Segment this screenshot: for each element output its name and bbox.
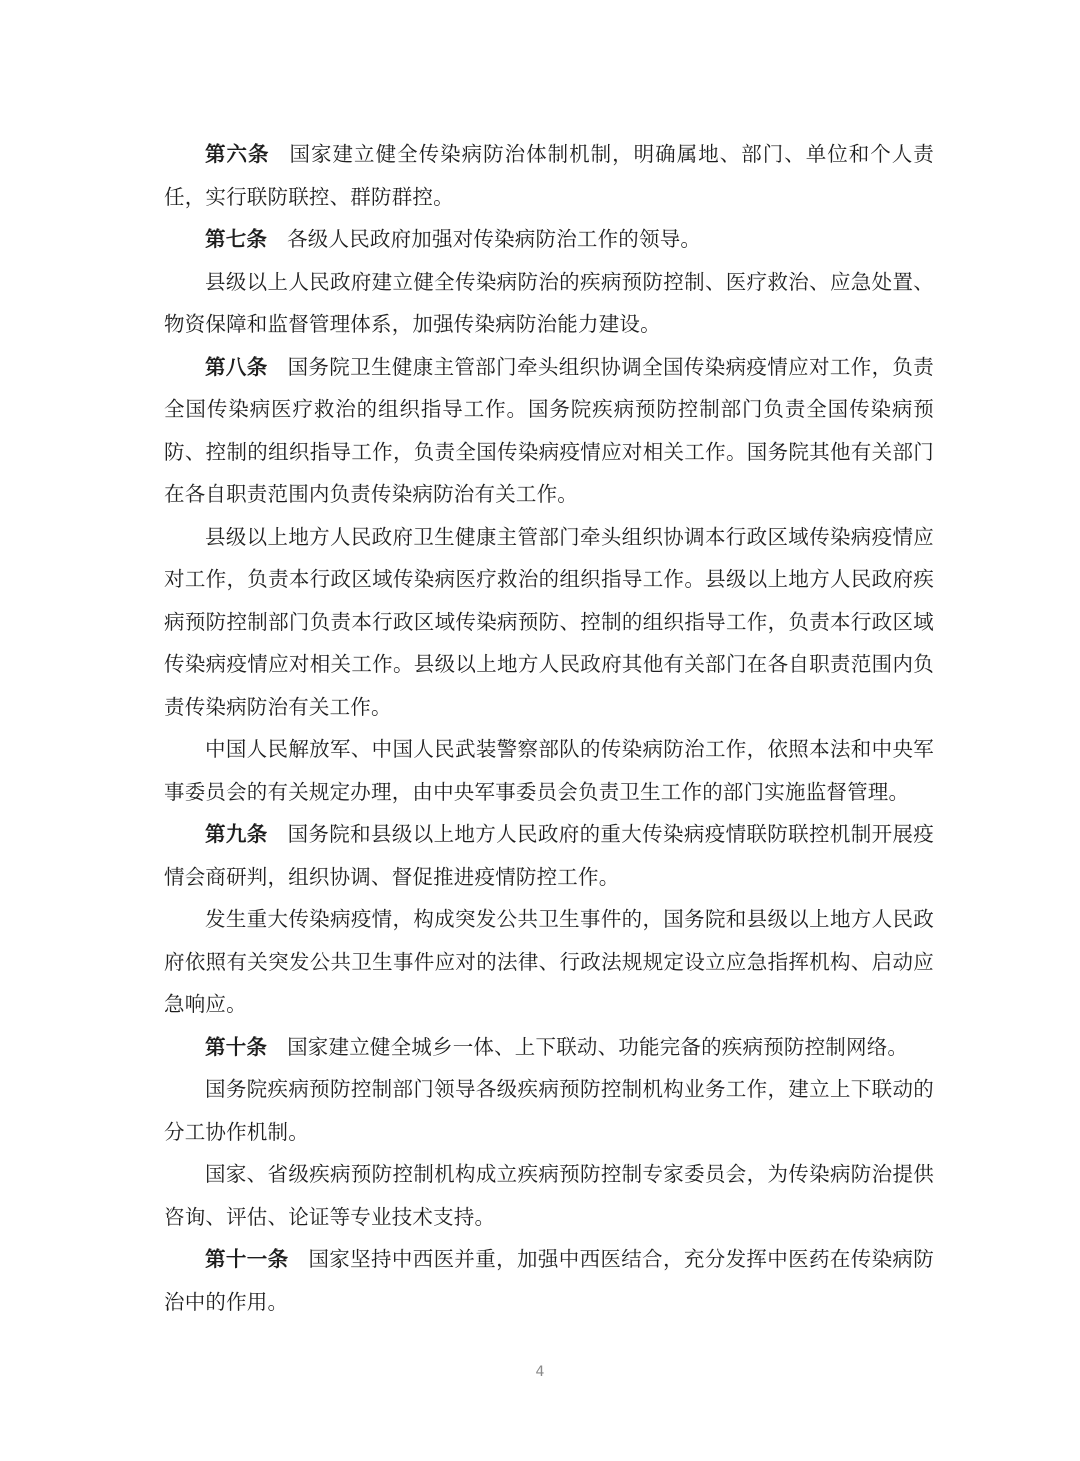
paragraph-text: 国家建立健全城乡一体、上下联动、功能完备的疾病预防控制网络。 (287, 1034, 909, 1059)
paragraph-text: 国务院卫生健康主管部门牵头组织协调全国传染病疫情应对工作，负责全国传染病医疗救治的组织指导工作。国务院疾病预防控制部门负责全国传染病预防、控制的组织指导工作，负责全国传染病疫情应对相关工作。国务院其他有关部门在各自职责范围内负责传染病防治有关工作。 (164, 354, 934, 506)
article-number: 第九条 (205, 822, 268, 846)
paragraph-text: 国务院疾病预防控制部门领导各级疾病预防控制机构业务工作，建立上下联动的分工协作机制。 (164, 1077, 934, 1144)
paragraph-text: 国家建立健全传染病防治体制机制，明确属地、部门、单位和个人责任，实行联防联控、群防群控。 (164, 142, 934, 209)
paragraph-article-8-clause-3 (164, 728, 934, 813)
paragraph-article-10-clause-3 (164, 1153, 934, 1238)
paragraph-text: 县级以上地方人民政府卫生健康主管部门牵头组织协调本行政区域传染病疫情应对工作，负责本行政区域传染病医疗救治的组织指导工作。县级以上地方人民政府疾病预防控制部门负责本行政区域传染病预防、控制的组织指导工作，负责本行政区域传染病疫情应对相关工作。县级以上地方人民政府其他有关部门在各自职责范围内负责传染病防治有关工作。 (164, 524, 934, 719)
paragraph-article-7-clause-2 (164, 261, 934, 346)
paragraph-text: 中国人民解放军、中国人民武装警察部队的传染病防治工作，依照本法和中央军事委员会的有关规定办理，由中央军事委员会负责卫生工作的部门实施监督管理。 (164, 737, 934, 804)
paragraph-article-9-clause-2 (164, 898, 934, 1026)
paragraph-text: 各级人民政府加强对传染病防治工作的领导。 (287, 227, 702, 251)
paragraph-text: 发生重大传染病疫情，构成突发公共卫生事件的，国务院和县级以上地方人民政府依照有关突发公共卫生事件应对的法律、行政法规规定设立应急指挥机构、启动应急响应。 (164, 907, 934, 1016)
page-number: 4 (535, 1364, 545, 1380)
paragraph-article-6 (164, 133, 934, 218)
paragraph-text: 国务院和县级以上地方人民政府的重大传染病疫情联防联控机制开展疫情会商研判，组织协调、督促推进疫情防控工作。 (164, 822, 934, 889)
paragraph-text: 国家坚持中西医并重，加强中西医结合，充分发挥中医药在传染病防治中的作用。 (164, 1247, 934, 1314)
article-number: 第六条 (205, 142, 270, 166)
paragraph-article-7 (164, 218, 934, 261)
article-number: 第十条 (205, 1034, 268, 1059)
paragraph-article-8-clause-2 (164, 516, 934, 729)
document-body (164, 133, 934, 1323)
article-number: 第七条 (205, 227, 268, 251)
paragraph-article-8 (164, 346, 934, 516)
paragraph-text: 县级以上人民政府建立健全传染病防治的疾病预防控制、医疗救治、应急处置、物资保障和监督管理体系，加强传染病防治能力建设。 (164, 269, 934, 336)
paragraph-article-10-clause-2 (164, 1068, 934, 1153)
paragraph-text: 国家、省级疾病预防控制机构成立疾病预防控制专家委员会，为传染病防治提供咨询、评估、论证等专业技术支持。 (164, 1162, 934, 1229)
article-number: 第十一条 (205, 1247, 289, 1271)
paragraph-article-9 (164, 813, 934, 898)
paragraph-article-11 (164, 1238, 934, 1323)
paragraph-article-10 (164, 1026, 934, 1069)
article-number: 第八条 (205, 354, 268, 379)
